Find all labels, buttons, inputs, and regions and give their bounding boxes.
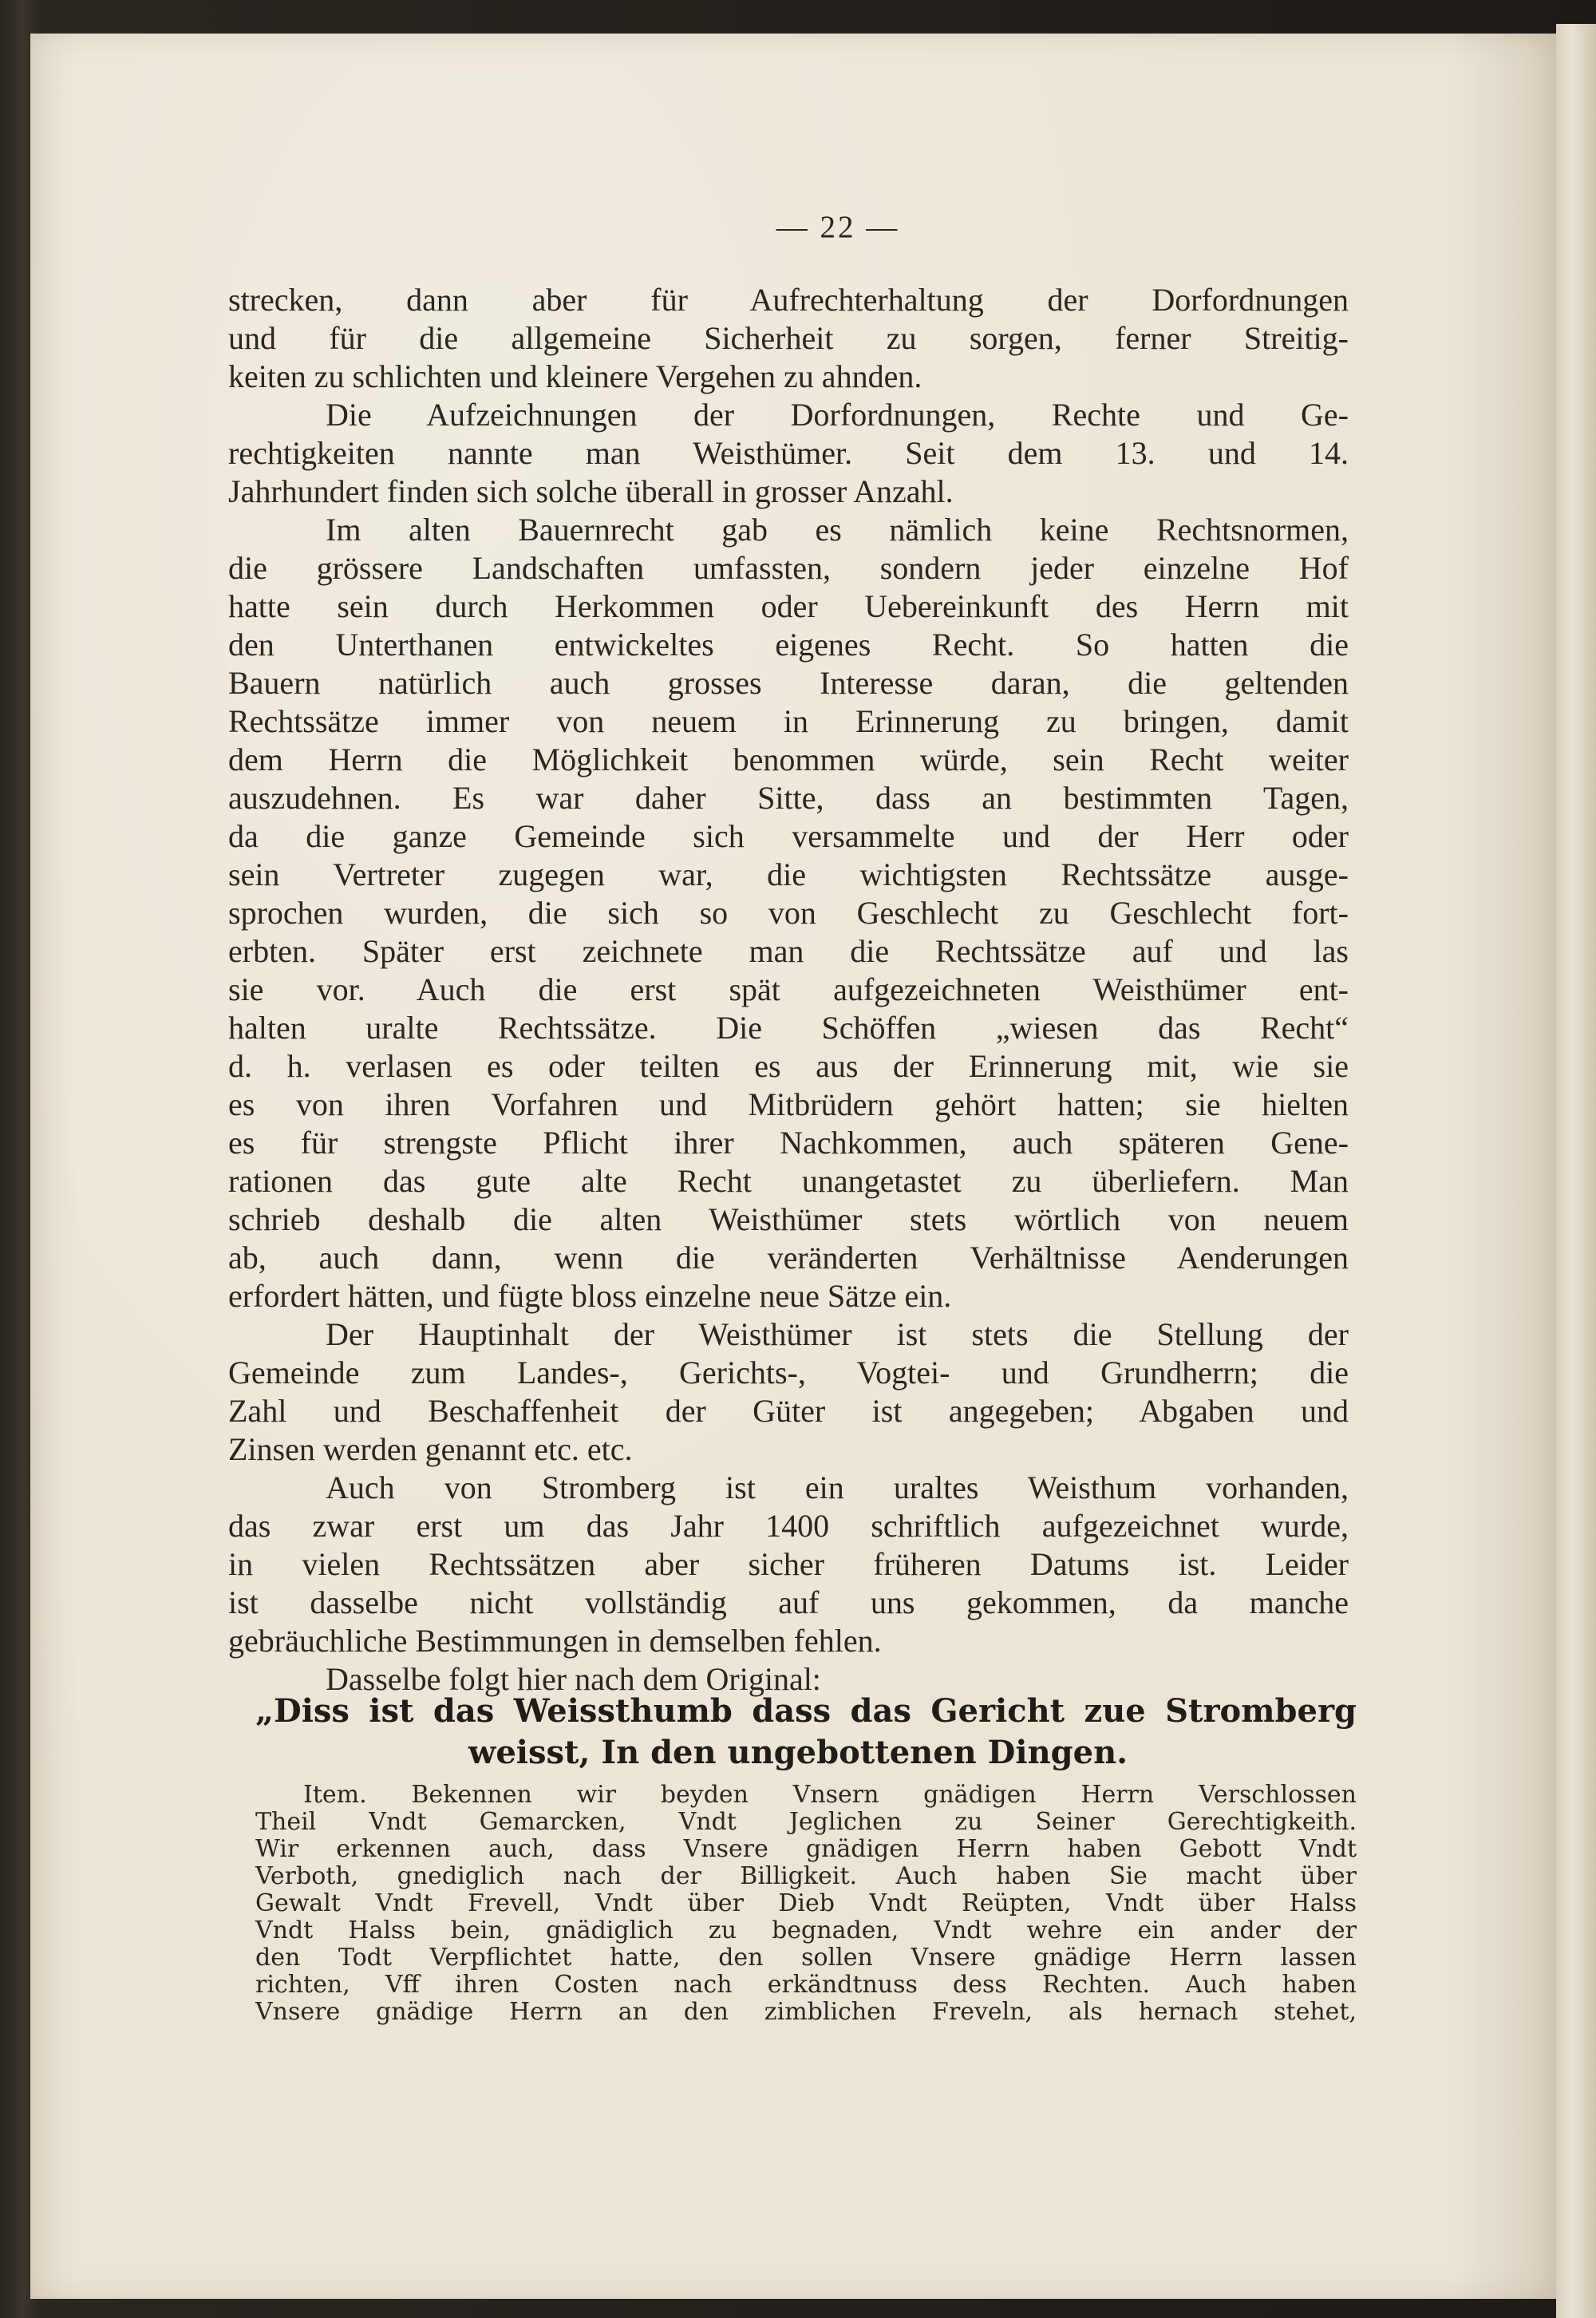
body-line: keiten zu schlichten und kleinere Vergehen zu ahnden. [228, 358, 922, 394]
body-line: sein Vertreter zugegen war, die wichtigsten Rechtssätze ausge- [228, 856, 1349, 892]
body-line: auszudehnen. Es war daher Sitte, dass an bestimmten Tagen, [228, 780, 1349, 816]
body-line: rechtigkeiten nannte man Weisthümer. Seit dem 13. und 14. [228, 435, 1349, 471]
body-line: sie vor. Auch die erst spät aufgezeichneten Weisthümer ent- [228, 971, 1349, 1007]
body-line: hatte sein durch Herkommen oder Uebereinkunft des Herrn mit [228, 588, 1349, 624]
quote-line: richten, Vff ihren Costen nach erkändtnuss dess Rechten. Auch haben [255, 1971, 1357, 1999]
body-line: Im alten Bauernrecht gab es nämlich keine Rechtsnormen, [326, 512, 1349, 548]
body-line: da die ganze Gemeinde sich versammelte und der Herr oder [228, 818, 1349, 854]
body-line: die grössere Landschaften umfassten, sondern jeder einzelne Hof [228, 550, 1349, 586]
body-line: schrieb deshalb die alten Weisthümer stets wörtlich von neuem [228, 1201, 1349, 1237]
body-line: erbten. Später erst zeichnete man die Rechtssätze auf und las [228, 933, 1349, 969]
body-line: Zahl und Beschaffenheit der Güter ist angegeben; Abgaben und [228, 1393, 1349, 1429]
quote-line: Vndt Halss bein, gnädiglich zu begnaden, Vndt wehre ein ander der [255, 1917, 1357, 1944]
quote-line: den Todt Verpflichtet hatte, den sollen Vnsere gnädige Herrn lassen [255, 1944, 1357, 1972]
quote-line: Wir erkennen auch, dass Vnsere gnädigen Herrn haben Gebott Vndt [255, 1835, 1357, 1863]
body-line: halten uralte Rechtssätze. Die Schöffen „wiesen das Recht“ [228, 1010, 1349, 1046]
weisthum-heading: weisst, In den ungebottenen Dingen. [468, 1734, 1128, 1771]
quote-line: Theil Vndt Gemarcken, Vndt Jeglichen zu Seiner Gerechtigkeith. [255, 1808, 1357, 1836]
body-line: ist dasselbe nicht vollständig auf uns gekommen, da manche [228, 1584, 1349, 1620]
body-line: es von ihren Vorfahren und Mitbrüdern gehört hatten; sie hielten [228, 1086, 1349, 1122]
body-line: Rechtssätze immer von neuem in Erinnerung zu bringen, damit [228, 703, 1349, 739]
body-line: Bauern natürlich auch grosses Interesse daran, die geltenden [228, 665, 1349, 701]
body-line: Der Hauptinhalt der Weisthümer ist stets die Stellung der [326, 1316, 1349, 1352]
quote-line: Gewalt Vndt Frevell, Vndt über Dieb Vndt Reüpten, Vndt über Halss [255, 1889, 1357, 1917]
body-line: das zwar erst um das Jahr 1400 schriftlich aufgezeichnet wurde, [228, 1508, 1349, 1544]
body-line: Dasselbe folgt hier nach dem Original: [326, 1661, 821, 1697]
body-line: und für die allgemeine Sicherheit zu sorgen, ferner Streitig- [228, 320, 1349, 356]
body-line: Jahrhundert finden sich solche überall in grosser Anzahl. [228, 473, 954, 509]
quote-line: Vnsere gnädige Herrn an den zimblichen Freveln, als hernach stehet, [255, 1998, 1357, 2026]
body-line: Die Aufzeichnungen der Dorfordnungen, Rechte und Ge- [326, 397, 1349, 433]
body-line: d. h. verlasen es oder teilten es aus der Erinnerung mit, wie sie [228, 1048, 1349, 1084]
body-line: es für strengste Pflicht ihrer Nachkommen, auch späteren Gene- [228, 1125, 1349, 1161]
body-line: in vielen Rechtssätzen aber sicher früheren Datums ist. Leider [228, 1546, 1349, 1582]
quote-line: Verboth, gnediglich nach der Billigkeit. Auch haben Sie macht über [255, 1862, 1357, 1890]
page-number-header: — 22 — [776, 210, 900, 244]
body-line: Zinsen werden genannt etc. etc. [228, 1431, 633, 1467]
body-line: ab, auch dann, wenn die veränderten Verhältnisse Aenderungen [228, 1240, 1349, 1276]
body-line: rationen das gute alte Recht unangetastet zu überliefern. Man [228, 1163, 1349, 1199]
body-line: Gemeinde zum Landes-, Gerichts-, Vogtei- und Grundherrn; die [228, 1355, 1349, 1390]
body-line: gebräuchliche Bestimmungen in demselben fehlen. [228, 1623, 882, 1659]
body-line: erfordert hätten, und fügte bloss einzelne neue Sätze ein. [228, 1278, 952, 1314]
next-page-edge [1556, 24, 1596, 2318]
body-line: sprochen wurden, die sich so von Geschlecht zu Geschlecht fort- [228, 895, 1349, 931]
body-line: den Unterthanen entwickeltes eigenes Recht. So hatten die [228, 627, 1349, 663]
body-line: strecken, dann aber für Aufrechterhaltung der Dorfordnungen [228, 282, 1349, 318]
body-line: Auch von Stromberg ist ein uraltes Weisthum vorhanden, [326, 1470, 1349, 1505]
weisthum-heading: „Diss ist das Weissthumb dass das Gericht zue Stromberg [255, 1692, 1357, 1730]
quote-line: Item. Bekennen wir beyden Vnsern gnädigen Herrn Verschlossen [303, 1781, 1357, 1809]
body-line: dem Herrn die Möglichkeit benommen würde, sein Recht weiter [228, 742, 1349, 777]
